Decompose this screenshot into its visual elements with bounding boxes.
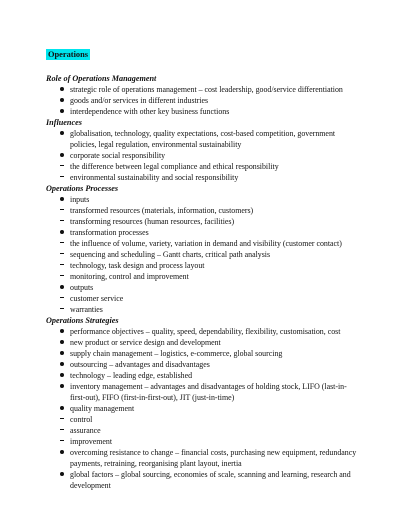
item-text: transformed resources (materials, information, customers) [70, 206, 254, 215]
item-text: inventory management – advantages and disadvantages of holding stock, LIFO (last-in-first-out), FIFO (first-in-first-out), JIT (just-in-time) [70, 382, 347, 402]
section-list [46, 326, 360, 491]
bullet-icon [58, 348, 66, 359]
bullet-icon [58, 95, 66, 106]
bullet-icon [58, 337, 66, 348]
bullet-icon [58, 447, 66, 458]
item-text: corporate social responsibility [70, 151, 166, 160]
sub-item [46, 205, 360, 216]
sub-item [46, 260, 360, 271]
bullet-item [46, 128, 360, 150]
dash-icon [58, 161, 66, 172]
dash-icon [58, 293, 66, 304]
bullet-item [46, 194, 360, 205]
sub-item [46, 436, 360, 447]
item-text: outsourcing – advantages and disadvantages [70, 360, 210, 369]
item-text: technology – leading edge, established [70, 371, 193, 380]
item-text: assurance [70, 426, 101, 435]
document-title: Operations [48, 50, 89, 59]
item-text: goods and/or services in different industries [70, 96, 209, 105]
item-text: the difference between legal compliance and ethical responsibility [70, 162, 279, 171]
bullet-item [46, 326, 360, 337]
dash-icon [58, 205, 66, 216]
dash-icon [58, 172, 66, 183]
section-heading: Operations Processes [46, 184, 119, 193]
dash-icon [58, 425, 66, 436]
dash-icon [58, 249, 66, 260]
section-list [46, 84, 360, 117]
item-text: customer service [70, 294, 124, 303]
section-heading: Role of Operations Management [46, 74, 157, 83]
item-text: inputs [70, 195, 90, 204]
sub-item [46, 161, 360, 172]
sub-item [46, 414, 360, 425]
item-text: environmental sustainability and social responsibility [70, 173, 239, 182]
sub-item [46, 304, 360, 315]
sub-item [46, 293, 360, 304]
dash-icon [58, 436, 66, 447]
item-text: transformation processes [70, 228, 149, 237]
bullet-icon [58, 84, 66, 95]
item-text: strategic role of operations management – cost leadership, good/service differentiation [70, 85, 343, 94]
item-text: monitoring, control and improvement [70, 272, 189, 281]
bullet-icon [58, 128, 66, 139]
item-text: global factors – global sourcing, economies of scale, scanning and learning, research and development [70, 470, 351, 490]
bullet-icon [58, 194, 66, 205]
sub-item [46, 425, 360, 436]
dash-icon [58, 304, 66, 315]
section-heading: Influences [46, 118, 82, 127]
dash-icon [58, 216, 66, 227]
bullet-icon [58, 370, 66, 381]
item-text: new product or service design and development [70, 338, 221, 347]
bullet-icon [58, 150, 66, 161]
dash-icon [58, 238, 66, 249]
item-text: technology, task design and process layout [70, 261, 205, 270]
item-text: quality management [70, 404, 135, 413]
bullet-item [46, 337, 360, 348]
section-heading: Operations Strategies [46, 316, 119, 325]
bullet-item [46, 381, 360, 403]
sub-item [46, 271, 360, 282]
title-row [46, 44, 360, 60]
bullet-icon [58, 106, 66, 117]
item-text: control [70, 415, 93, 424]
bullet-item [46, 348, 360, 359]
dash-icon [58, 260, 66, 271]
bullet-icon [58, 282, 66, 293]
dash-icon [58, 271, 66, 282]
sub-item [46, 249, 360, 260]
bullet-icon [58, 227, 66, 238]
bullet-icon [58, 326, 66, 337]
item-text: the influence of volume, variety, variation in demand and visibility (customer contact) [70, 239, 342, 248]
item-text: sequencing and scheduling – Gantt charts, critical path analysis [70, 250, 271, 259]
bullet-item [46, 95, 360, 106]
bullet-icon [58, 403, 66, 414]
bullet-item [46, 106, 360, 117]
bullet-item [46, 227, 360, 238]
item-text: performance objectives – quality, speed, dependability, flexibility, customisation, cost [70, 327, 341, 336]
item-text: globalisation, technology, quality expectations, cost-based competition, government policies, legal regulation, environmental sustainability [70, 129, 336, 149]
bullet-icon [58, 359, 66, 370]
item-text: supply chain management – logistics, e-commerce, global sourcing [70, 349, 283, 358]
bullet-item [46, 447, 360, 469]
section-list [46, 128, 360, 183]
bullet-item [46, 370, 360, 381]
item-text: improvement [70, 437, 113, 446]
item-text: outputs [70, 283, 94, 292]
bullet-item [46, 359, 360, 370]
dash-icon [58, 414, 66, 425]
bullet-icon [58, 381, 66, 392]
bullet-item [46, 469, 360, 491]
item-text: transforming resources (human resources, facilities) [70, 217, 235, 226]
document-body [46, 73, 360, 491]
bullet-item [46, 403, 360, 414]
bullet-item [46, 84, 360, 95]
section-list [46, 194, 360, 315]
item-text: interdependence with other key business functions [70, 107, 230, 116]
bullet-item [46, 150, 360, 161]
sub-item [46, 216, 360, 227]
sub-item [46, 172, 360, 183]
item-text: overcoming resistance to change – financial costs, purchasing new equipment, redundancy payments, retraining, reorganising plant layout, inertia [70, 448, 357, 468]
bullet-icon [58, 469, 66, 480]
bullet-item [46, 282, 360, 293]
item-text: warranties [70, 305, 103, 314]
sub-item [46, 238, 360, 249]
